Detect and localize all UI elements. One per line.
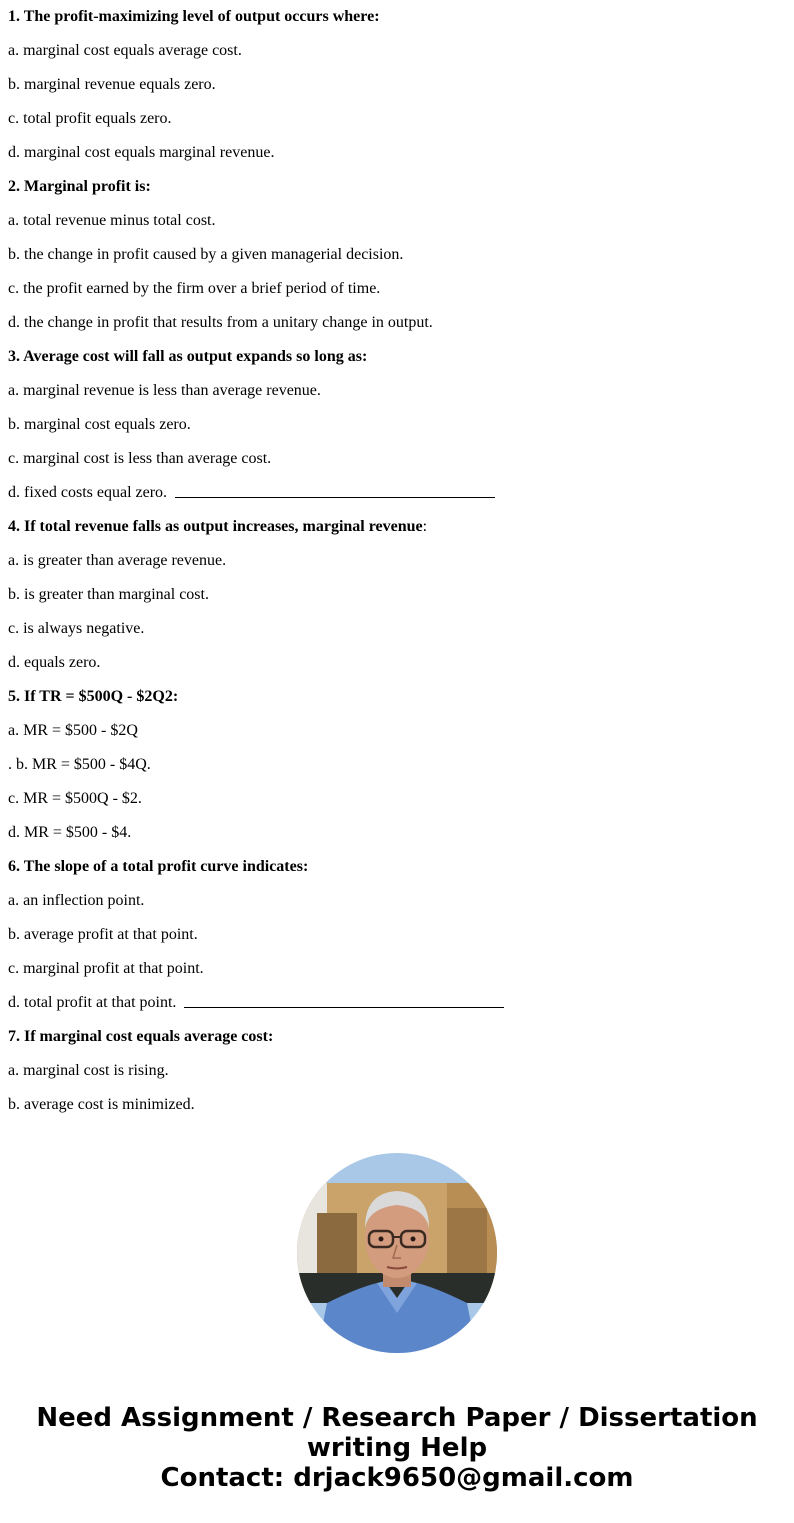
question-4-prompt: 4. If total revenue falls as output increases, marginal revenue — [8, 518, 423, 535]
question-4-prompt-row — [8, 510, 788, 544]
question-2-option-c: c. the profit earned by the firm over a brief period of time. — [8, 280, 381, 297]
answer-blank-line — [175, 496, 495, 498]
question-2-option-b: b. the change in profit caused by a given managerial decision. — [8, 246, 404, 263]
question-1-prompt: 1. The profit-maximizing level of output occurs where: — [8, 8, 380, 25]
question-1-option-d: d. marginal cost equals marginal revenue. — [8, 144, 275, 161]
question-1-option-a: a. marginal cost equals average cost. — [8, 42, 242, 59]
question-7-prompt: 7. If marginal cost equals average cost: — [8, 1028, 274, 1045]
question-6-prompt: 6. The slope of a total profit curve indicates: — [8, 858, 309, 875]
question-3-option-d-row — [8, 476, 788, 510]
question-4-prompt-tail: : — [422, 518, 428, 535]
question-4-option-a: a. is greater than average revenue. — [8, 552, 227, 569]
question-5-option-c: c. MR = $500Q - $2. — [8, 790, 142, 807]
footer-line-1: Need Assignment / Research Paper / Dissertation — [36, 1403, 758, 1433]
question-6-option-d: d. total profit at that point. — [8, 994, 177, 1011]
question-2-prompt: 2. Marginal profit is: — [8, 178, 151, 195]
question-5-option-d: d. MR = $500 - $4. — [8, 824, 132, 841]
question-3-option-b: b. marginal cost equals zero. — [8, 416, 191, 433]
quiz-list — [8, 0, 788, 1122]
question-4-option-b: b. is greater than marginal cost. — [8, 586, 209, 603]
footer-contact-line: Contact: drjack9650@gmail.com — [160, 1463, 634, 1493]
avatar — [297, 1153, 497, 1353]
question-5-option-a: a. MR = $500 - $2Q — [8, 722, 138, 739]
question-7-option-a: a. marginal cost is rising. — [8, 1062, 169, 1079]
footer-line-2: writing Help — [306, 1433, 488, 1463]
question-6-option-a: a. an inflection point. — [8, 892, 145, 909]
author-photo — [297, 1153, 497, 1353]
question-4-option-c: c. is always negative. — [8, 620, 145, 637]
question-5-prompt: 5. If TR = $500Q - $2Q2: — [8, 688, 179, 705]
question-6-option-d-row — [8, 986, 788, 1020]
question-3-option-d: d. fixed costs equal zero. — [8, 484, 168, 501]
question-1-option-b: b. marginal revenue equals zero. — [8, 76, 216, 93]
question-3-option-a: a. marginal revenue is less than average revenue. — [8, 382, 321, 399]
question-2-option-d: d. the change in profit that results from a unitary change in output. — [8, 314, 433, 331]
question-6-option-b: b. average profit at that point. — [8, 926, 198, 943]
question-3-option-c: c. marginal cost is less than average cost. — [8, 450, 272, 467]
contact-banner — [0, 1403, 794, 1493]
question-4-option-d: d. equals zero. — [8, 654, 101, 671]
question-3-prompt: 3. Average cost will fall as output expands so long as: — [8, 348, 368, 365]
answer-blank-line — [184, 1006, 504, 1008]
question-5-option-b: . b. MR = $500 - $4Q. — [8, 756, 151, 773]
question-7-option-b: b. average cost is minimized. — [8, 1096, 195, 1113]
question-2-option-a: a. total revenue minus total cost. — [8, 212, 216, 229]
question-1-option-c: c. total profit equals zero. — [8, 110, 172, 127]
question-6-option-c: c. marginal profit at that point. — [8, 960, 204, 977]
